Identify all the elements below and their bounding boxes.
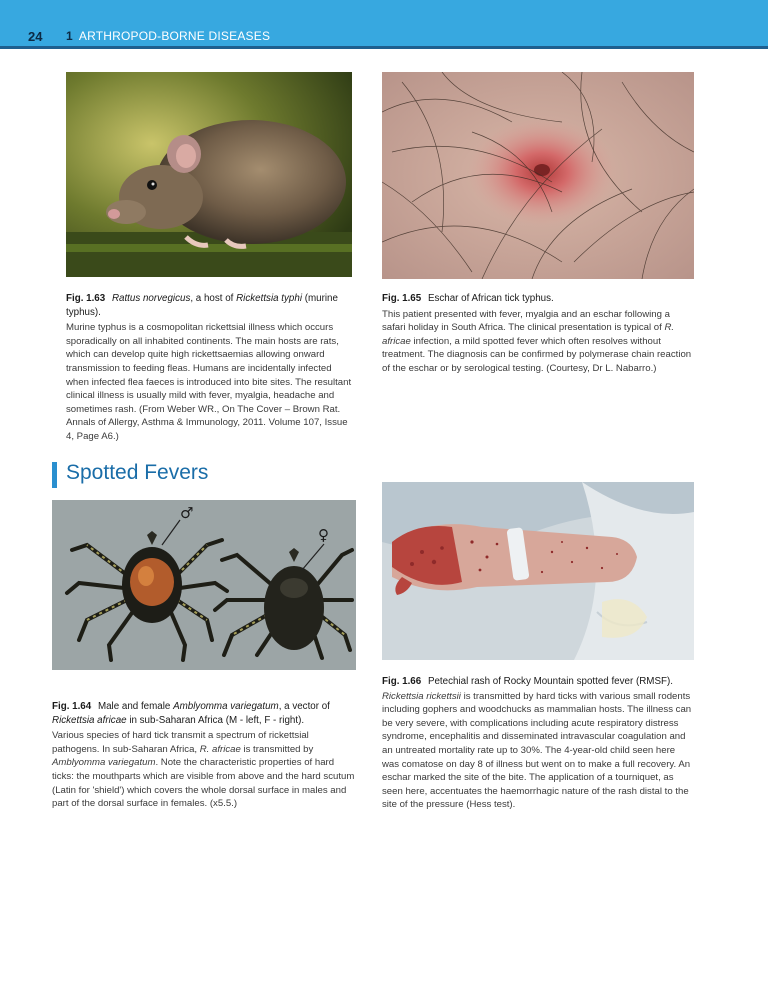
chapter-number: 1 (66, 29, 73, 43)
caption-text: infection, a mild spotted fever which often resolves without treatment. The diagnosis can be confirmed by polymerase chain reaction of the eschar or by serological testing. (Courtesy, Dr L. Nabarro.) (382, 335, 692, 374)
male-symbol: ♂ (180, 504, 194, 522)
species-name: Rickettsia rickettsii (382, 690, 461, 702)
figure-label: Fig. 1.64 (52, 701, 92, 712)
species-name: Rattus norvegicus (111, 293, 191, 304)
ticks-photo (52, 500, 356, 670)
caption-text: Various species of hard tick transmit a spectrum of rickettsial pathogens. In sub-Saharan Africa, (52, 730, 309, 755)
eschar-photo (382, 72, 694, 279)
figure-label: Fig. 1.65 (382, 293, 422, 304)
species-name: Rickettsia typhi (236, 293, 302, 304)
rat-photo (66, 72, 352, 277)
figure-1-64-caption (52, 700, 357, 811)
caption-text: . Note the characteristic properties of hard ticks: the mouthparts which are visible from above and the hard scutum (Latin for 'shield') which covers the whole dorsal surface in males and part of the dorsal surface in females. (x5.5.) (52, 757, 355, 810)
species-name: Amblyomma variegatum (173, 701, 279, 712)
species-name: Amblyomma variegatum (52, 757, 156, 769)
caption-text: This patient presented with fever, myalgia and an eschar following a safari holiday in South Africa. The clinical presentation is typical of (382, 308, 670, 334)
header-rule (0, 46, 768, 49)
caption-body: Murine typhus is a cosmopolitan rickettsial illness which occurs sporadically on all inhabited continents. The main hosts are rats, which can develop quite high rickettsaemias allowing onward transmission to feeding fleas. Humans are incidentally infected when infected flea faeces is introduced into bite sites. The resultant clinical illness is usually mild with fever, myalgia, headache and sometimes rash. (From Weber WR., On The Cover – Brown Rat. Annals of Allergy, Asthma & Immunology, 2011. Volume 107, Issue 4, Page A6.) (66, 322, 352, 442)
caption-text: , a vector of (278, 701, 330, 712)
rmsf-rash-photo (382, 482, 694, 660)
figure-1-65-caption (382, 292, 694, 376)
chapter-heading (66, 29, 270, 43)
species-name: R. africae (199, 743, 241, 755)
caption-text: (murine typhus). (66, 293, 338, 318)
figure-1-66-caption (382, 675, 694, 812)
caption-body (382, 308, 694, 376)
species-name: R. africae (382, 322, 675, 347)
female-symbol: ♀ (318, 526, 329, 544)
caption-title: Eschar of African tick typhus. (427, 293, 554, 304)
figure-label: Fig. 1.66 (382, 676, 422, 687)
caption-body (52, 729, 357, 811)
section-accent-bar (52, 462, 57, 488)
chapter-title: ARTHROPOD-BORNE DISEASES (78, 29, 271, 43)
caption-text: is transmitted by hard ticks with various small rodents including gophers and woodchucks as mammalian hosts. The illness can be very severe, with complications including acute respiratory distress syndrome, encephalitis and disseminated intravascular coagulation and an untreated mortality rate up to 30%. The 4-year-old child seen here was comatose on day 8 of illness but went on to make a full recovery. An eschar marked the site of the bite. The application of a tourniquet, as seen here, accentuates the haemorrhagic nature of the rash distal to the site of the pressure (Hess test). (382, 690, 692, 811)
caption-text: , a host of (190, 293, 237, 304)
caption-text: Male and female (97, 701, 174, 712)
species-name: Rickettsia africae (52, 714, 127, 726)
caption-body (382, 690, 694, 812)
figure-1-63-caption (66, 292, 356, 444)
figure-label: Fig. 1.63 (66, 293, 106, 304)
page-number: 24 (28, 29, 43, 44)
caption-text: is transmitted by (240, 743, 314, 755)
caption-title: Petechial rash of Rocky Mountain spotted fever (RMSF). (427, 676, 673, 687)
caption-text: in sub-Saharan Africa (M - left, F - right). (126, 714, 305, 726)
section-title: Spotted Fevers (66, 461, 209, 484)
